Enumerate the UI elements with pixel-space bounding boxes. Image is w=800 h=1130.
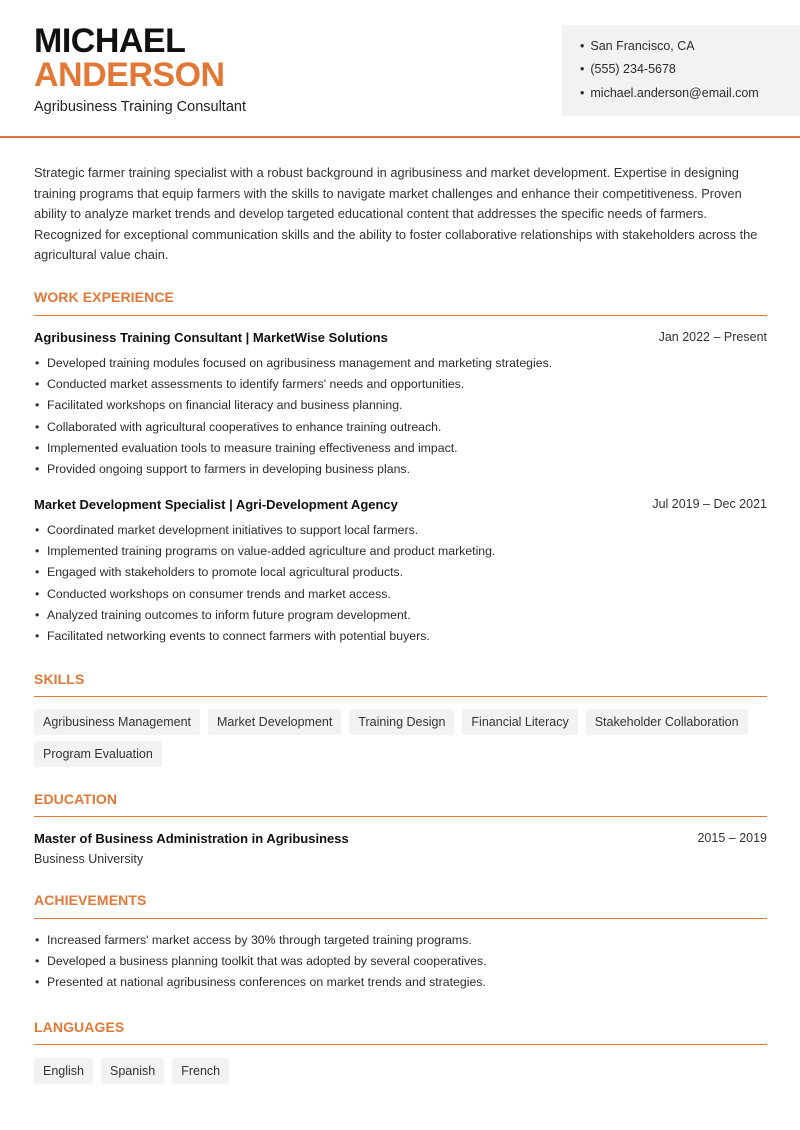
language-tag: Spanish (101, 1058, 164, 1084)
list-item: • Developed a business planning toolkit that was adopted by several cooperatives. (34, 951, 487, 972)
list-item: • Facilitated networking events to connect farmers with potential buyers. (34, 626, 495, 647)
job-role: Agribusiness Training Consultant (34, 99, 246, 115)
skill-tag: Agribusiness Management (34, 709, 200, 735)
section-divider (34, 1044, 767, 1045)
job-bullets-2 (34, 520, 495, 647)
languages-list (34, 1058, 774, 1084)
section-divider (34, 696, 767, 697)
last-name: ANDERSON (34, 56, 225, 94)
job-dates-1: Jan 2022 – Present (658, 330, 767, 344)
section-divider (34, 816, 767, 817)
resume-header (0, 0, 800, 138)
education-degree: Master of Business Administration in Agribusiness (34, 831, 349, 846)
first-name: MICHAEL (34, 22, 186, 60)
language-tag: French (172, 1058, 229, 1084)
list-item: • Collaborated with agricultural cooperatives to enhance training outreach. (34, 417, 552, 438)
section-title-skills: SKILLS (34, 671, 85, 687)
education-dates: 2015 – 2019 (697, 831, 767, 845)
skill-tag: Financial Literacy (462, 709, 577, 735)
list-item: • Conducted workshops on consumer trends and market access. (34, 584, 495, 605)
skills-list (34, 709, 774, 767)
section-title-work: WORK EXPERIENCE (34, 289, 174, 305)
list-item: • Implemented evaluation tools to measure training effectiveness and impact. (34, 438, 552, 459)
professional-summary: Strategic farmer training specialist with a robust background in agribusiness and market development. Expertise in designing training programs that equip farmers with the skills to navigate market challenges and enhance their competitiveness. Proven ability to analyze market trends and develop targeted educational content that addresses the specific needs of farmers. Recognized for exceptional communication skills and the ability to foster collaborative relationships with stakeholders across the agricultural value chain. (34, 165, 758, 262)
skill-tag: Training Design (349, 709, 454, 735)
skill-tag: Stakeholder Collaboration (586, 709, 748, 735)
list-item: • Increased farmers' market access by 30% through targeted training programs. (34, 930, 487, 951)
achievements-list (34, 930, 487, 994)
section-title-education: EDUCATION (34, 791, 118, 807)
job-dates-2: Jul 2019 – Dec 2021 (652, 497, 767, 511)
list-item: • Implemented training programs on value-added agriculture and product marketing. (34, 541, 495, 562)
contact-box (562, 25, 800, 116)
list-item: • Conducted market assessments to identify farmers' needs and opportunities. (34, 374, 552, 395)
job-title-2: Market Development Specialist | Agri-Development Agency (34, 497, 398, 512)
contact-phone: • (555) 234-5678 (580, 62, 676, 76)
education-school: Business University (34, 852, 144, 866)
skill-tag: Program Evaluation (34, 741, 162, 767)
list-item: • Developed training modules focused on agribusiness management and marketing strategies. (34, 353, 552, 374)
section-title-languages: LANGUAGES (34, 1019, 125, 1035)
section-title-achievements: ACHIEVEMENTS (34, 892, 147, 908)
list-item: • Provided ongoing support to farmers in developing business plans. (34, 459, 552, 480)
language-tag: English (34, 1058, 93, 1084)
job-bullets-1 (34, 353, 552, 480)
candidate-name (34, 24, 225, 92)
section-divider (34, 315, 767, 316)
list-item: • Coordinated market development initiatives to support local farmers. (34, 520, 495, 541)
job-title-1: Agribusiness Training Consultant | MarketWise Solutions (34, 330, 388, 345)
list-item: • Engaged with stakeholders to promote local agricultural products. (34, 562, 495, 583)
contact-email: • michael.anderson@email.com (580, 86, 759, 100)
contact-location: • San Francisco, CA (580, 39, 695, 53)
skill-tag: Market Development (208, 709, 341, 735)
list-item: • Facilitated workshops on financial literacy and business planning. (34, 395, 552, 416)
section-divider (34, 918, 767, 919)
list-item: • Analyzed training outcomes to inform future program development. (34, 605, 495, 626)
list-item: • Presented at national agribusiness conferences on market trends and strategies. (34, 972, 487, 993)
